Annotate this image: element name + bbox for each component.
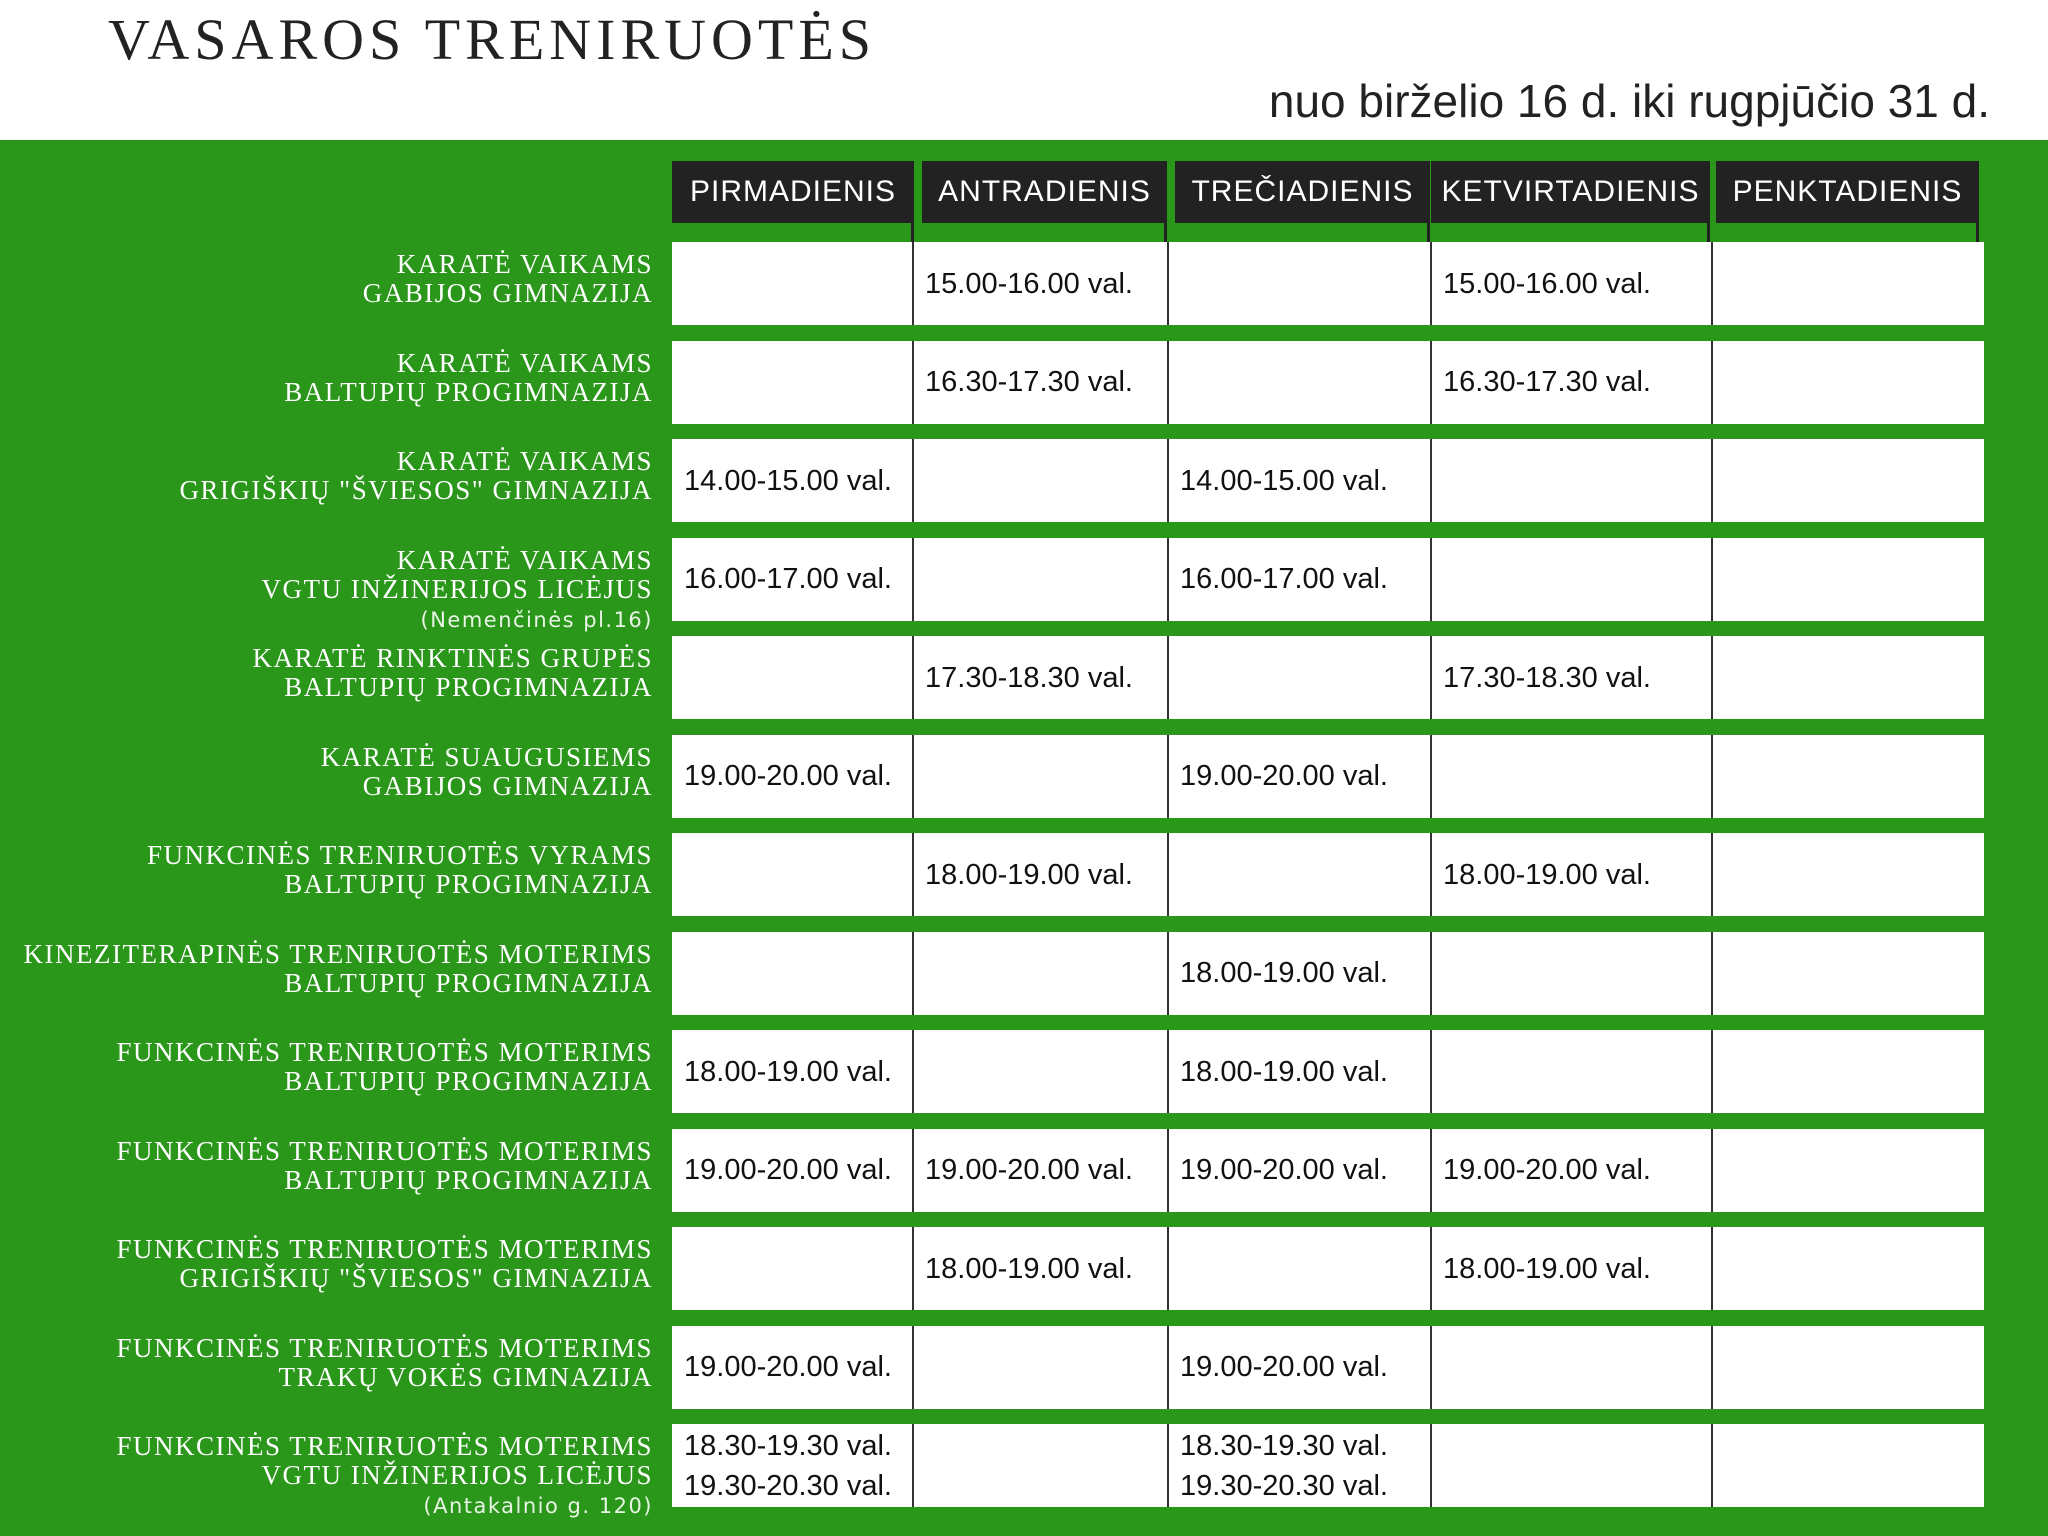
column-divider bbox=[1711, 341, 1713, 424]
time-cell bbox=[1180, 636, 1427, 719]
time-cell bbox=[1180, 242, 1427, 325]
page-title: VASAROS TRENIRUOTĖS bbox=[108, 7, 877, 72]
venue-address: (Antakalnio g. 120) bbox=[423, 1494, 653, 1518]
activity-name: KARATĖ VAIKAMS bbox=[396, 347, 653, 378]
time-cell bbox=[1724, 1326, 1980, 1409]
row-label bbox=[147, 841, 653, 899]
header-connector bbox=[911, 223, 914, 243]
time-cell bbox=[1180, 439, 1427, 522]
column-divider bbox=[1430, 1424, 1432, 1507]
day-header-pirmadienis: PIRMADIENIS bbox=[672, 161, 914, 223]
activity-name: FUNKCINĖS TRENIRUOTĖS MOTERIMS bbox=[116, 1234, 653, 1264]
time-cell bbox=[1443, 1326, 1708, 1409]
day-header-trečiadienis: TREČIADIENIS bbox=[1175, 161, 1430, 223]
time-cell bbox=[1443, 1129, 1708, 1212]
time-cell bbox=[925, 1227, 1164, 1310]
column-divider bbox=[1711, 1129, 1713, 1212]
time-cell bbox=[1724, 932, 1980, 1015]
time-slot: 19.30-20.30 val. bbox=[1180, 1469, 1388, 1502]
time-cell bbox=[925, 439, 1164, 522]
time-cell bbox=[1180, 932, 1427, 1015]
time-cell bbox=[1180, 1129, 1427, 1212]
venue-name: TRAKŲ VOKĖS GIMNAZIJA bbox=[278, 1361, 653, 1392]
activity-name: FUNKCINĖS TRENIRUOTĖS MOTERIMS bbox=[116, 1332, 653, 1363]
time-cell bbox=[684, 1424, 909, 1507]
time-cell bbox=[925, 833, 1164, 916]
time-slot: 15.00-16.00 val. bbox=[925, 267, 1133, 300]
column-divider bbox=[912, 1129, 914, 1212]
column-divider bbox=[912, 1424, 914, 1507]
activity-name: KARATĖ VAIKAMS bbox=[396, 446, 653, 476]
venue-address: (Nemenčinės pl.16) bbox=[420, 607, 653, 632]
activity-name: FUNKCINĖS TRENIRUOTĖS MOTERIMS bbox=[116, 1037, 653, 1067]
time-cell bbox=[1443, 439, 1708, 522]
venue-name: BALTUPIŲ PROGIMNAZIJA bbox=[284, 967, 653, 998]
column-divider bbox=[1167, 1030, 1169, 1113]
time-slot: 16.00-17.00 val. bbox=[1180, 563, 1388, 595]
time-cell bbox=[925, 1030, 1164, 1113]
activity-name: KARATĖ VAIKAMS bbox=[396, 249, 653, 279]
time-cell bbox=[1724, 242, 1980, 325]
column-divider bbox=[1711, 636, 1713, 719]
time-cell bbox=[1180, 833, 1427, 916]
time-slot: 18.30-19.30 val. bbox=[1180, 1429, 1388, 1462]
time-slot: 19.00-20.00 val. bbox=[1180, 1351, 1388, 1383]
time-slot: 16.00-17.00 val. bbox=[684, 563, 892, 595]
time-cell bbox=[684, 735, 909, 818]
venue-name: VGTU INŽINERIJOS LICĖJUS bbox=[261, 1460, 653, 1490]
venue-name: BALTUPIŲ PROGIMNAZIJA bbox=[284, 376, 653, 407]
header-connector bbox=[1707, 223, 1710, 243]
column-divider bbox=[1430, 439, 1432, 522]
time-cell bbox=[1724, 1424, 1980, 1507]
column-divider bbox=[1167, 1227, 1169, 1310]
time-cell bbox=[1443, 833, 1708, 916]
time-slot: 18.00-19.00 val. bbox=[1180, 957, 1388, 989]
venue-name: VGTU INŽINERIJOS LICĖJUS bbox=[261, 573, 653, 604]
time-cell bbox=[1180, 735, 1427, 818]
time-slot: 15.00-16.00 val. bbox=[1443, 267, 1651, 300]
column-divider bbox=[912, 341, 914, 424]
row-label bbox=[262, 546, 653, 636]
column-divider bbox=[912, 538, 914, 621]
time-slot: 17.30-18.30 val. bbox=[1443, 661, 1651, 694]
column-divider bbox=[1167, 735, 1169, 818]
day-header-penktadienis: PENKTADIENIS bbox=[1716, 161, 1979, 223]
time-cell bbox=[684, 1129, 909, 1212]
column-divider bbox=[912, 1326, 914, 1409]
column-divider bbox=[1711, 242, 1713, 325]
time-cell bbox=[684, 1030, 909, 1113]
column-divider bbox=[1711, 1424, 1713, 1507]
time-slot: 19.00-20.00 val. bbox=[925, 1154, 1133, 1186]
venue-name: BALTUPIŲ PROGIMNAZIJA bbox=[284, 869, 653, 899]
header-connector bbox=[1976, 223, 1979, 243]
column-divider bbox=[1711, 1227, 1713, 1310]
day-header-ketvirtadienis: KETVIRTADIENIS bbox=[1431, 161, 1710, 223]
time-cell bbox=[1443, 538, 1708, 621]
time-cell bbox=[684, 1227, 909, 1310]
time-cell bbox=[1443, 1030, 1708, 1113]
column-divider bbox=[1711, 538, 1713, 621]
column-divider bbox=[1430, 1030, 1432, 1113]
time-cell bbox=[684, 538, 909, 621]
time-cell bbox=[1724, 833, 1980, 916]
column-divider bbox=[1711, 1326, 1713, 1409]
column-divider bbox=[1167, 538, 1169, 621]
page-header bbox=[0, 0, 2048, 140]
time-cell bbox=[684, 833, 909, 916]
column-divider bbox=[912, 636, 914, 719]
time-cell bbox=[1180, 1030, 1427, 1113]
row-label bbox=[321, 743, 653, 801]
time-cell bbox=[1443, 735, 1708, 818]
time-cell bbox=[1724, 538, 1980, 621]
column-divider bbox=[1167, 1424, 1169, 1507]
time-slot: 14.00-15.00 val. bbox=[684, 464, 892, 497]
time-cell bbox=[925, 1129, 1164, 1212]
column-divider bbox=[912, 242, 914, 325]
activity-name: FUNKCINĖS TRENIRUOTĖS MOTERIMS bbox=[116, 1431, 653, 1461]
row-label bbox=[252, 644, 653, 702]
time-cell bbox=[684, 439, 909, 522]
venue-name: GRIGIŠKIŲ "ŠVIESOS" GIMNAZIJA bbox=[179, 475, 653, 505]
time-cell bbox=[925, 636, 1164, 719]
column-divider bbox=[1430, 932, 1432, 1015]
time-slot: 17.30-18.30 val. bbox=[925, 661, 1133, 694]
time-cell bbox=[1443, 242, 1708, 325]
column-divider bbox=[1430, 833, 1432, 916]
column-divider bbox=[1711, 735, 1713, 818]
activity-name: FUNKCINĖS TRENIRUOTĖS MOTERIMS bbox=[116, 1135, 653, 1166]
column-divider bbox=[1167, 341, 1169, 424]
day-header-antradienis: ANTRADIENIS bbox=[922, 161, 1167, 223]
time-slot: 16.30-17.30 val. bbox=[925, 366, 1133, 398]
header-connector bbox=[1164, 223, 1167, 243]
column-divider bbox=[912, 1030, 914, 1113]
column-divider bbox=[1711, 932, 1713, 1015]
venue-name: BALTUPIŲ PROGIMNAZIJA bbox=[284, 1066, 653, 1096]
time-cell bbox=[925, 932, 1164, 1015]
time-cell bbox=[684, 242, 909, 325]
time-slot: 18.00-19.00 val. bbox=[1443, 858, 1651, 891]
time-slot: 19.30-20.30 val. bbox=[684, 1469, 892, 1502]
column-divider bbox=[912, 1227, 914, 1310]
time-cell bbox=[1724, 1227, 1980, 1310]
column-divider bbox=[1167, 242, 1169, 325]
venue-name: GABIJOS GIMNAZIJA bbox=[362, 278, 653, 308]
time-cell bbox=[684, 341, 909, 424]
time-cell bbox=[684, 932, 909, 1015]
time-cell bbox=[1180, 1227, 1427, 1310]
time-cell bbox=[1443, 1227, 1708, 1310]
column-divider bbox=[1167, 439, 1169, 522]
row-label bbox=[116, 1334, 653, 1392]
time-cell bbox=[925, 1424, 1164, 1507]
column-divider bbox=[912, 439, 914, 522]
column-divider bbox=[1167, 1326, 1169, 1409]
time-cell bbox=[1724, 735, 1980, 818]
time-slot: 19.00-20.00 val. bbox=[684, 1154, 892, 1186]
venue-name: GRIGIŠKIŲ "ŠVIESOS" GIMNAZIJA bbox=[179, 1263, 653, 1293]
time-slot: 18.00-19.00 val. bbox=[1443, 1252, 1651, 1285]
column-divider bbox=[1430, 636, 1432, 719]
time-cell bbox=[1724, 439, 1980, 522]
time-cell bbox=[1180, 538, 1427, 621]
row-label bbox=[179, 447, 653, 505]
time-slot: 16.30-17.30 val. bbox=[1443, 366, 1651, 398]
time-cell bbox=[1724, 1030, 1980, 1113]
time-cell bbox=[684, 636, 909, 719]
column-divider bbox=[1711, 439, 1713, 522]
column-divider bbox=[1430, 1326, 1432, 1409]
column-divider bbox=[1711, 1030, 1713, 1113]
column-divider bbox=[1167, 833, 1169, 916]
time-cell bbox=[1443, 341, 1708, 424]
time-cell bbox=[925, 735, 1164, 818]
time-cell bbox=[1180, 341, 1427, 424]
time-slot: 19.00-20.00 val. bbox=[684, 760, 892, 792]
date-range: nuo birželio 16 d. iki rugpjūčio 31 d. bbox=[1268, 75, 1990, 127]
time-cell bbox=[925, 341, 1164, 424]
time-cell bbox=[684, 1326, 909, 1409]
time-slot: 14.00-15.00 val. bbox=[1180, 464, 1388, 497]
column-divider bbox=[1430, 1227, 1432, 1310]
row-label bbox=[116, 1137, 653, 1195]
time-slot: 19.00-20.00 val. bbox=[1443, 1154, 1651, 1186]
time-slot: 18.00-19.00 val. bbox=[684, 1055, 892, 1088]
row-label bbox=[116, 1432, 653, 1522]
venue-name: BALTUPIŲ PROGIMNAZIJA bbox=[284, 672, 653, 702]
time-slot: 19.00-20.00 val. bbox=[684, 1351, 892, 1383]
activity-name: KARATĖ VAIKAMS bbox=[396, 544, 653, 575]
venue-name: BALTUPIŲ PROGIMNAZIJA bbox=[284, 1164, 653, 1195]
time-slot: 19.00-20.00 val. bbox=[1180, 1154, 1388, 1186]
time-slot: 18.30-19.30 val. bbox=[684, 1429, 892, 1462]
row-label bbox=[116, 1235, 653, 1293]
row-label bbox=[24, 940, 654, 998]
time-cell bbox=[1443, 636, 1708, 719]
time-cell bbox=[1724, 341, 1980, 424]
column-divider bbox=[1430, 341, 1432, 424]
column-divider bbox=[1711, 833, 1713, 916]
row-label bbox=[284, 349, 653, 407]
column-divider bbox=[1430, 538, 1432, 621]
column-divider bbox=[912, 735, 914, 818]
time-cell bbox=[1724, 636, 1980, 719]
activity-name: FUNKCINĖS TRENIRUOTĖS VYRAMS bbox=[146, 840, 653, 870]
time-slot: 18.00-19.00 val. bbox=[925, 1252, 1133, 1285]
time-slot: 18.00-19.00 val. bbox=[1180, 1055, 1388, 1088]
time-cell bbox=[925, 538, 1164, 621]
time-slot: 18.00-19.00 val. bbox=[925, 858, 1133, 891]
venue-name: GABIJOS GIMNAZIJA bbox=[362, 770, 653, 801]
time-cell bbox=[1180, 1326, 1427, 1409]
column-divider bbox=[1167, 636, 1169, 719]
column-divider bbox=[912, 932, 914, 1015]
row-label bbox=[363, 250, 653, 308]
column-divider bbox=[1430, 735, 1432, 818]
time-cell bbox=[925, 1326, 1164, 1409]
row-label bbox=[116, 1038, 653, 1096]
column-divider bbox=[1167, 932, 1169, 1015]
time-cell bbox=[1443, 932, 1708, 1015]
time-cell bbox=[1443, 1424, 1708, 1507]
column-divider bbox=[912, 833, 914, 916]
activity-name: KARATĖ RINKTINĖS GRUPĖS bbox=[252, 643, 653, 673]
activity-name: KINEZITERAPINĖS TRENIRUOTĖS MOTERIMS bbox=[23, 938, 653, 969]
column-divider bbox=[1430, 242, 1432, 325]
time-cell bbox=[925, 242, 1164, 325]
column-divider bbox=[1430, 1129, 1432, 1212]
header-connector bbox=[1427, 223, 1430, 243]
time-cell bbox=[1724, 1129, 1980, 1212]
activity-name: KARATĖ SUAUGUSIEMS bbox=[320, 741, 653, 772]
time-slot: 19.00-20.00 val. bbox=[1180, 760, 1388, 792]
time-cell bbox=[1180, 1424, 1427, 1507]
column-divider bbox=[1167, 1129, 1169, 1212]
